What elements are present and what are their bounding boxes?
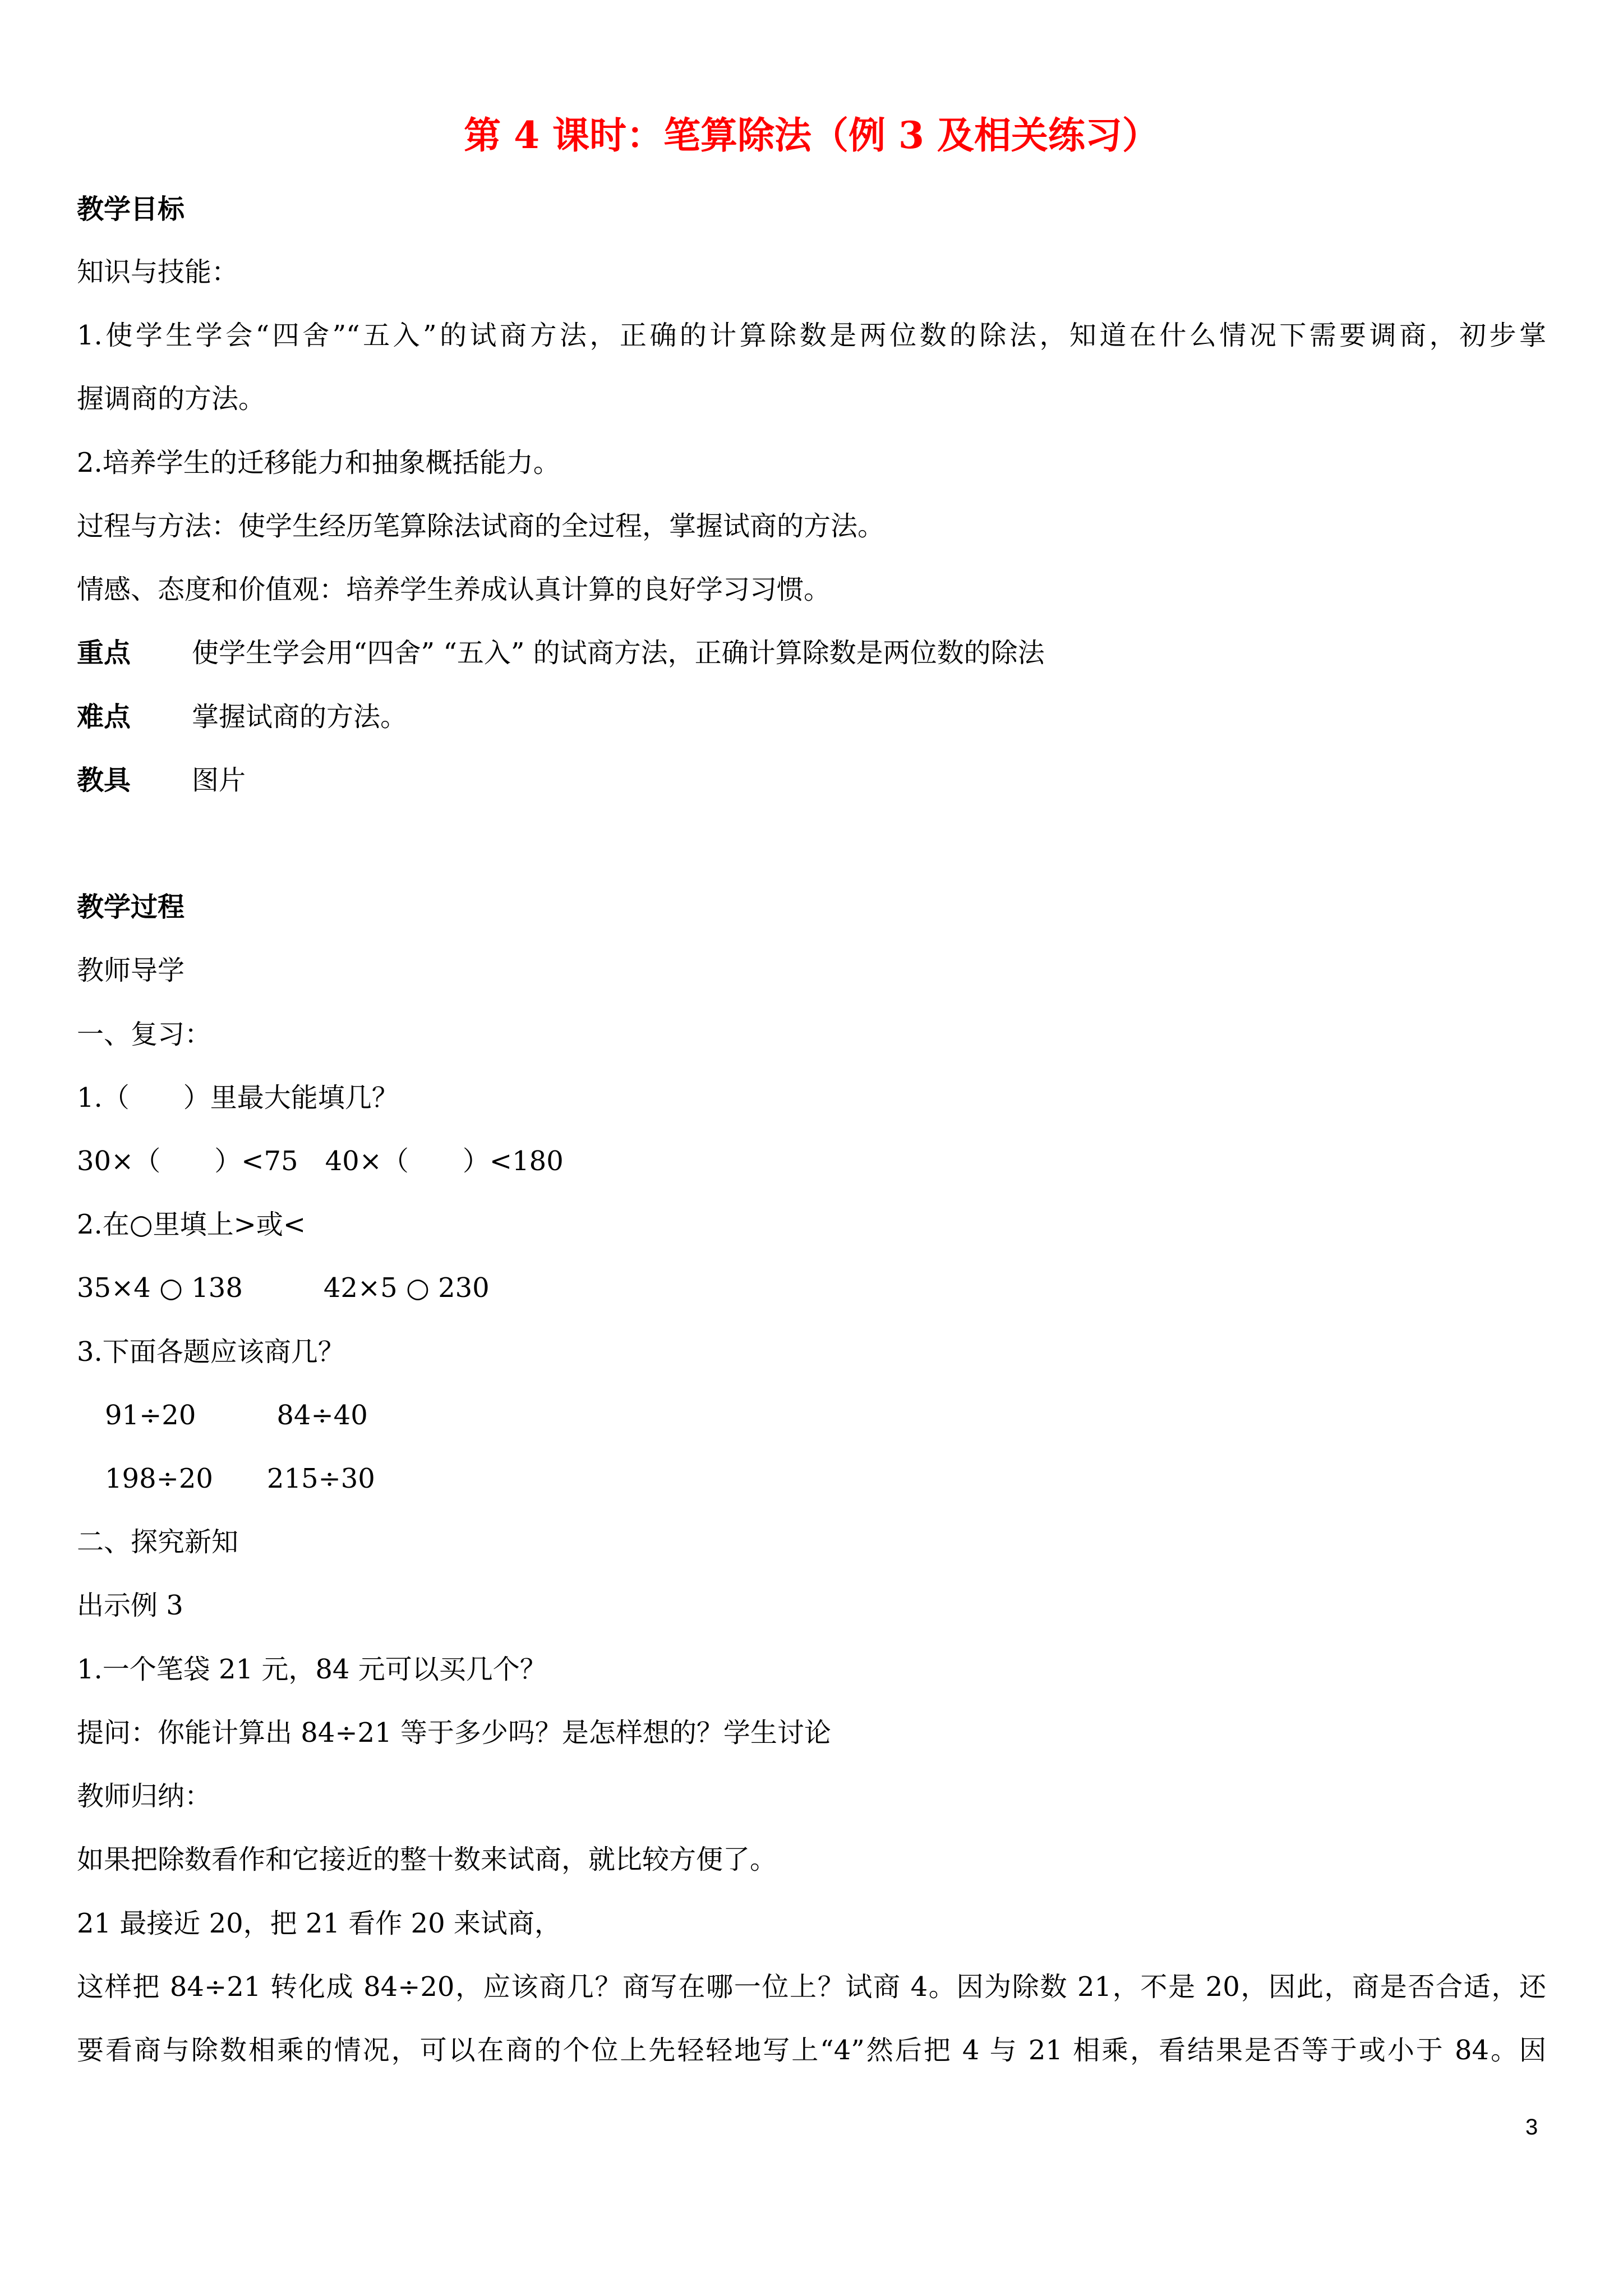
emotion-attitude: 情感、态度和价值观：培养学生养成认真计算的良好学习习惯。 xyxy=(77,574,831,605)
knowledge-label: 知识与技能： xyxy=(77,256,239,288)
difficulty-row xyxy=(77,698,407,735)
teacher-guide: 教师导学 xyxy=(77,955,185,986)
page-number: 3 xyxy=(1525,2115,1538,2139)
explore-heading: 二、探究新知 xyxy=(77,1526,239,1558)
goal-item-2: 2.培养学生的迁移能力和抽象概括能力。 xyxy=(77,447,560,478)
goal-item-1-line-2: 握调商的方法。 xyxy=(77,383,266,415)
difficulty-label: 难点 xyxy=(77,701,131,733)
summary-line-2: 21 最接近 20，把 21 看作 20 来试商， xyxy=(77,1908,561,1939)
key-point-text: 使学生学会用“四舍” “五入” 的试商方法，正确计算除数是两位数的除法 xyxy=(192,637,1045,669)
summary-label: 教师归纳： xyxy=(77,1780,212,1812)
review-q2-expression: 35×4 ○ 138 42×5 ○ 230 xyxy=(77,1272,490,1304)
review-q1-expression: 30×（ ）<75 40×（ ）<180 xyxy=(77,1145,564,1177)
example-problem: 1.一个笔袋 21 元，84 元可以买几个？ xyxy=(77,1654,547,1685)
question-text: 提问：你能计算出 84÷21 等于多少吗？是怎样想的？学生讨论 xyxy=(77,1717,831,1749)
process-heading: 教学过程 xyxy=(77,891,185,923)
summary-line-4: 要看商与除数相乘的情况，可以在商的个位上先轻轻地写上“4”然后把 4 与 21 相乘，看结果是否等于或小于 84。因 xyxy=(77,2035,1546,2066)
tools-text: 图片 xyxy=(192,765,246,796)
key-point-row xyxy=(77,634,1045,671)
difficulty-text: 掌握试商的方法。 xyxy=(192,701,408,733)
page-title: 第 4 课时：笔算除法（例 3 及相关练习） xyxy=(464,113,1159,157)
summary-line-3: 这样把 84÷21 转化成 84÷20，应该商几？商写在哪一位上？试商 4。因为除数 21，不是 20，因此，商是否合适，还 xyxy=(77,1971,1546,2003)
key-point-label: 重点 xyxy=(77,637,131,669)
review-q3: 3.下面各题应该商几？ xyxy=(77,1336,345,1368)
tools-label: 教具 xyxy=(77,765,131,796)
review-heading: 一、复习： xyxy=(77,1019,212,1050)
summary-line-1: 如果把除数看作和它接近的整十数来试商，就比较方便了。 xyxy=(77,1844,777,1875)
review-q3-row-2: 198÷20 215÷30 xyxy=(105,1463,375,1494)
review-q2: 2.在○里填上>或< xyxy=(77,1209,306,1240)
review-q3-row-1: 91÷20 84÷40 xyxy=(105,1400,368,1431)
process-method: 过程与方法：使学生经历笔算除法试商的全过程，掌握试商的方法。 xyxy=(77,510,885,542)
review-q1: 1.（ ）里最大能填几？ xyxy=(77,1082,399,1114)
goal-item-1-line-1: 1.使学生学会“四舍”“五入”的试商方法，正确的计算除数是两位数的除法，知道在什么情况下需要调商，初步掌 xyxy=(77,320,1546,351)
tools-row xyxy=(77,762,246,799)
example-label: 出示例 3 xyxy=(77,1590,183,1621)
goals-heading: 教学目标 xyxy=(77,194,185,225)
